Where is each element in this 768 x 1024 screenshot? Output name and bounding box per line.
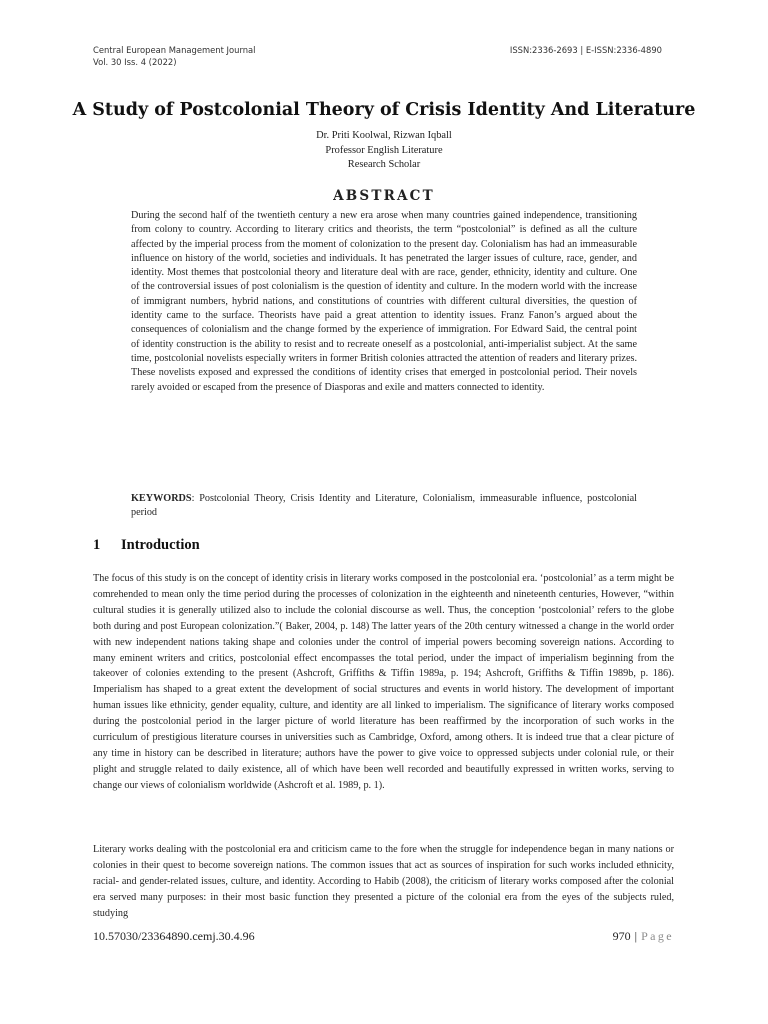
journal-name: Central European Management Journal bbox=[93, 45, 256, 55]
section-title: Introduction bbox=[121, 537, 200, 553]
paper-title: A Study of Postcolonial Theory of Crisis Identity And Literature bbox=[72, 100, 696, 120]
author-affiliation-2: Research Scholar bbox=[347, 159, 421, 171]
keywords-label: KEYWORDS bbox=[131, 493, 192, 504]
author-affiliation-1: Professor English Literature bbox=[325, 144, 443, 156]
author-names: Dr. Priti Koolwal, Rizwan Iqball bbox=[316, 130, 452, 141]
abstract-text: During the second half of the twentieth century a new era arose when many countries gained independence, transitioning from colony to country. According to literary critics and theorists, the term “postcolonial” is defined as all the culture affected by the imperial process from the moment of colonization to the present day. Colonialism has had an immeasurable influence on history of the world, societies and individuals. It has penetrated the larger issues of culture, race, gender, and identity. Most themes that postcolonial theory and literature deal with are race, gender, ethnicity, identity and culture. One of the controversial issues of post colonialism is the question of identity and culture. In the modern world with the increase of immigrant numbers, hybrid nations, and constitutions of countries with different cultural diversities, the question of identity came to the surface. Theorists have paid a great attention to identity issues. Franz Fanon’s argued about the consequences of colonialism and the change formed by the experience of immigration. For Edward Said, the central point of identity construction is the ability to resist and to recreate oneself as a postcolonial, anti-imperialist subject. At the same time, postcolonial novelists especially writers in former British colonies attracted the attention of readers and literary prizes. These novelists exposed and expressed the conditions of identity crises that emerged in postcolonial period. Their novels rarely avoided or escaped from the presence of Diasporas and exile and matters connected to identity. bbox=[131, 210, 637, 393]
section-heading bbox=[93, 537, 200, 554]
journal-info bbox=[93, 44, 256, 68]
page-number: 970 bbox=[612, 929, 631, 943]
page-separator: | bbox=[634, 929, 638, 943]
author-block bbox=[184, 129, 584, 173]
doi-text: 10.57030/23364890.cemj.30.4.96 bbox=[93, 929, 255, 943]
journal-issn: ISSN:2336-2693 | E-ISSN:2336-4890 bbox=[509, 45, 662, 55]
section-number: 1 bbox=[93, 537, 101, 553]
page-indicator bbox=[613, 929, 674, 944]
keywords-text: : Postcolonial Theory, Crisis Identity and Literature, Colonialism, immeasurable influence, postcolonial period bbox=[131, 493, 637, 519]
body-paragraph-1: The focus of this study is on the concept of identity crisis in literary works composed in the postcolonial era. ‘postcolonial’ as a term might be comrehended to mean only the time period during the processes of colonization in the eighteenth and nineteenth centuries, However, “within cultural studies it is generally utilized also to include the colonial discourse as well. Thus, the conception ‘postcolonial’ refers to the globe both during and post European colonization.”( Baker, 2004, p. 148) The latter years of the 20th century witnessed a change in the world order with new independent nations taking shape and colonies under the control of imperial powers becoming sovereign nations. According to many eminent writers and critics, postcolonial effect encompasses the total period, under the impact of imperialism beginning from the takeover of colonies extending to the present (Ashcroft, Griffiths & Tiffin 1989a, p. 194; Ashcroft, Griffiths & Tiffin 1989b, p. 186). Imperialism has shaped to a great extent the development of social structures and events in world history. The development of important human issues like ethnicity, gender equality, culture, and identity are all linked to imperialism. The significance of literary works composed during the postcolonial period in the larger picture of world literature has been reaffirmed by the incorporation of such works in the curriculum of prestigious literature courses in universities such as Cambridge, Oxford, among others. It is indeed true that a clear picture of any time in history can be described in literature; authors have the power to give voice to oppressed subjects under colonial rule, or their plight and struggle related to daily existence, all of which have been well recorded and beautifully expressed in written works, serving to change our views of colonialism worldwide (Ashcroft et al. 1989, p. 1). bbox=[93, 573, 674, 791]
body-paragraph-2: Literary works dealing with the postcolonial era and criticism came to the fore when the struggle for independence began in many nations or colonies in their quest to become sovereign nations. The common issues that act as sources of inspiration for such works included ethnicity, racial- and gender-related issues, culture, and identity. According to Habib (2008), the criticism of literary works composed after the colonial era served many purposes: in their most basic function they presented a picture of the colonial era from the eyes of the subjects ruled, studying bbox=[93, 844, 674, 919]
page-word: Page bbox=[641, 929, 674, 943]
journal-volume: Vol. 30 Iss. 4 (2022) bbox=[93, 57, 177, 67]
keywords bbox=[131, 492, 637, 521]
abstract-heading: ABSTRACT bbox=[333, 188, 435, 204]
page-footer bbox=[93, 929, 674, 947]
